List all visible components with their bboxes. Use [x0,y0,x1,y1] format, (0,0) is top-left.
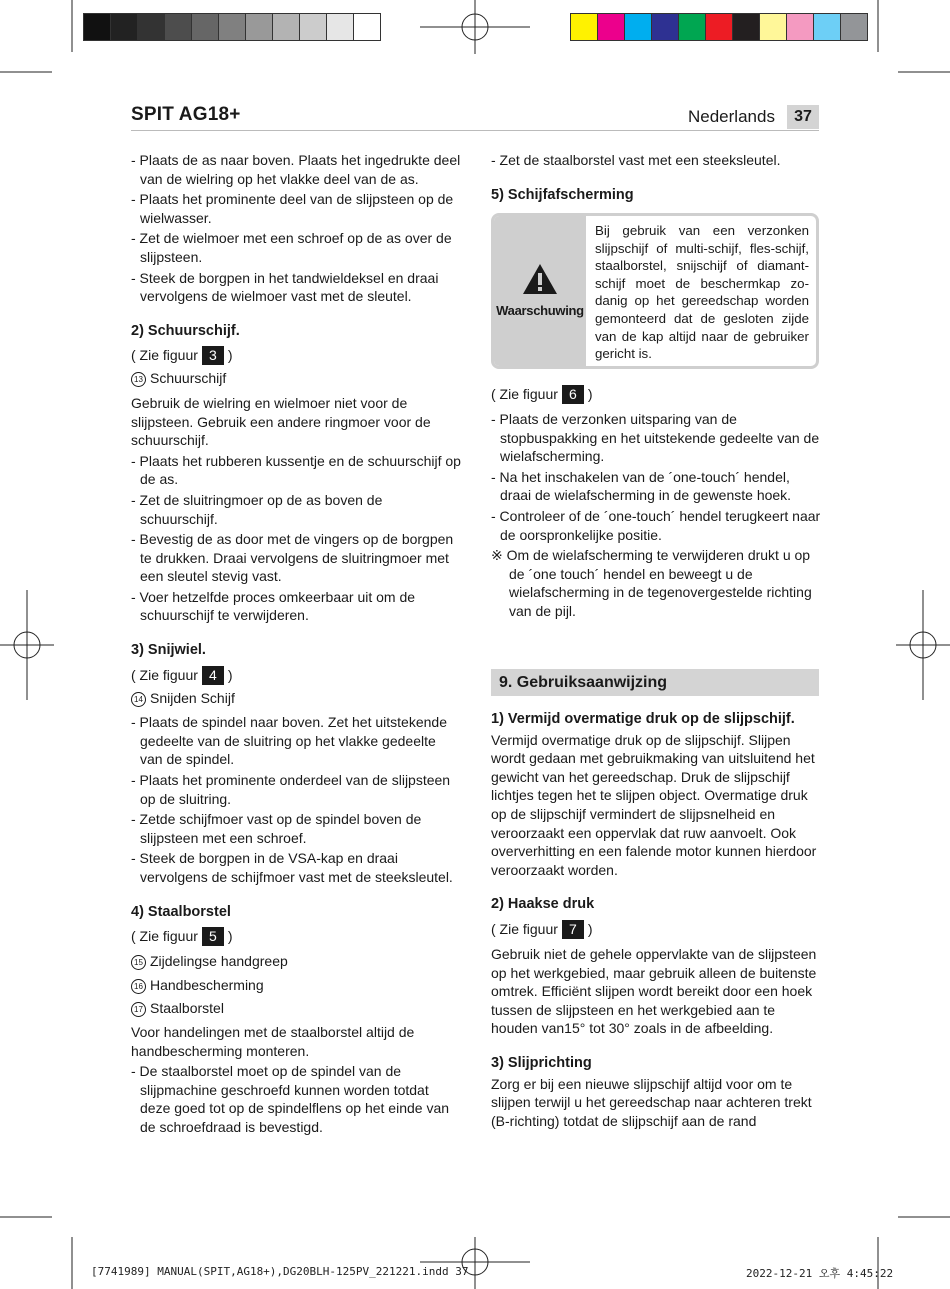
gray-swatch [299,13,327,41]
list-item: - Voer hetzelfde proces omkeerbaar uit om de schuurschijf te verwijderen. [131,588,416,624]
color-swatch [570,13,598,41]
part-number: 15 [131,955,146,970]
paragraph: Zorg er bij een nieuwe slijpschijf altijd voor om te slijpen terwijl u het gereedschap naar achteren trekt (B-richting) totdat de slijpschijf aan de rand [491,1075,812,1129]
figure-ref-text: ( Zie figuur [131,347,198,364]
gray-swatch [326,13,354,41]
figure-ref-text: ( Zie figuur [491,386,558,402]
paragraph: Voor handelingen met de staalborstel altijd de handbescherming monteren. [131,1023,415,1059]
list-item: - Plaats het prominente deel van de slijpsteen op de wielwasser. [131,191,454,226]
figure-number: 4 [202,666,224,685]
warning-triangle-icon [522,263,558,295]
part-label: Staalborstel [150,1000,224,1017]
left-column [131,151,461,1137]
gray-swatch [272,13,300,41]
list-item: - Plaats de spindel naar boven. Zet het uitstekende gedeelte van de sluitring op het vlakke gedeelte van de spindel. [131,714,447,768]
figure-number: 6 [562,385,584,404]
figure-ref-close: ) [227,347,233,364]
part-label: Schuurschijf [150,370,227,387]
part-item [131,976,461,995]
paragraph: Vermijd overmatige druk op de slijpschijf. Slijpen wordt gedaan met gebruikmaking van uitsluitend het gewicht van het gereedschap. Druk de slijpschijf lichtjes tegen het te slijpen object. Overmatige druk op de slijpschijf vermindert de slijpsnelheid en veroorzaakt een oppervlak dat ruw aanvoelt. Ook oververhitting en een falende motor kunnen hierdoor veroorzaakt worden. [491,731,817,878]
warning-sidebar [494,216,586,366]
page-title: SPIT AG18+ [131,104,241,125]
section-heading: 3) Snijwiel. [131,642,206,659]
list-item: - De staalborstel moet op de spindel van de slijpmachine geschroefd kunnen worden totdat deze goed tot op de spindelflens op het einde van de schroefdraad is bevestigd. [131,1063,450,1135]
color-swatch [597,13,625,41]
right-column-bottom [491,710,821,1130]
list-item: - Plaats het rubberen kussentje en de schuurschijf op de as. [131,452,461,488]
figure-number: 3 [202,346,224,365]
paragraph: Gebruik niet de gehele oppervlakte van de slijpsteen op het werkgebied, maar gebruik alleen de buitenste omtrek. Efficiënt slijpen wordt bereikt door een hoek tussen de slijpsteen en het werkgebied aan te houden van15° tot 30° zoals in de afbeelding. [491,945,817,1037]
list-item: - Steek de borgpen in het tandwieldeksel en draai vervolgens de wielmoer vast met de sleutel. [131,269,439,305]
part-item [131,999,461,1018]
part-number: 17 [131,1002,146,1017]
list-item: - Zetde schijfmoer vast op de spindel boven de slijpsteen met een schroef. [131,811,422,846]
language-label: Nederlands [688,107,775,126]
section-heading: 1) Vermijd overmatige druk op de slijpschijf. [491,711,795,727]
color-swatch [786,13,814,41]
part-item [131,369,461,388]
list-item: - Plaats de verzonken uitsparing van de stopbuspakking en het uitstekende gedeelte van de wielafscherming. [491,411,820,465]
section-heading: 2) Schuurschijf. [131,322,240,339]
gray-swatch [191,13,219,41]
figure-number: 7 [562,920,584,939]
color-swatch [705,13,733,41]
list-item: - Steek de borgpen in de VSA-kap en draai vervolgens de schijfmoer vast met de steeksleutel. [131,850,453,885]
color-swatch [624,13,652,41]
color-swatch [840,13,868,41]
gray-swatch [83,13,111,41]
list-item: - Controleer of de ´one-touch´ hendel terugkeert naar de oorspronkelijke positie. [491,507,821,543]
list-item: - Plaats het prominente onderdeel van de slijpsteen op de sluitring. [131,772,451,807]
list-item: - Zet de wielmoer met een schroef op de as over de slijpsteen. [131,230,452,265]
list-item: - Bevestig de as door met de vingers op de borgpen te drukken. Draai vervolgens de sluitringmoer met een sleutel stevig vast. [131,531,454,585]
list-item: - Na het inschakelen van de ´one-touch´ hendel, draai de wielafscherming in de gewenste hoek. [491,468,792,504]
list-item: - Zet de staalborstel vast met een steeksleutel. [491,152,781,168]
list-item: - Zet de sluitringmoer op de as boven de schuurschijf. [131,491,383,527]
color-swatch [651,13,679,41]
figure-reference [131,666,461,685]
section-heading: 3) Slijprichting [491,1054,592,1071]
gray-swatch [137,13,165,41]
part-number: 14 [131,692,146,707]
section-title-bar: 9. Gebruiksaanwijzing [491,669,819,696]
gray-swatch [353,13,381,41]
figure-ref-text: ( Zie figuur [131,928,198,945]
footer-datetime: 2022-12-21 오후 4:45:22 [746,1267,894,1280]
figure-reference [131,927,461,946]
figure-ref-close: ) [587,920,593,937]
warning-box [491,213,819,369]
figure-reference [491,920,821,939]
section-heading: 2) Haakse druk [491,896,595,913]
figure-ref-close: ) [587,386,593,402]
figure-ref-close: ) [227,928,233,945]
color-swatch [678,13,706,41]
part-number: 16 [131,979,146,994]
section-heading: 4) Staalborstel [131,903,231,920]
right-column-top [491,151,819,204]
part-label: Handbescherming [150,976,264,993]
paragraph: Gebruik de wielring en wielmoer niet voor de slijpsteen. Gebruik een andere ringmoer voor de schuurschijf. [131,394,431,449]
warning-text: Bij gebruik van een verzonken slijpschijf of multi-schijf, fles-schijf, staalborstel, snijschijf of diamant-schijf moet de beschermkap zo-danig op het gereedschap worden gemonteerd dat de gesloten zijde van de kap altijd naar de gebruiker gericht is. [595,223,809,362]
part-item [131,689,461,708]
part-item [131,952,461,971]
header-divider [131,130,819,131]
figure-reference [491,385,821,404]
figure-number: 5 [202,927,224,946]
color-swatch [813,13,841,41]
note: ※ Om de wielafscherming te verwijderen drukt u op de ´one touch´ hendel en beweegt u de wielafscherming in de tegenovergestelde richting van de pijl. [491,547,812,619]
list-item: - Plaats de as naar boven. Plaats het ingedrukte deel van de wielring op het vlakke deel van de as. [131,152,461,187]
figure-ref-text: ( Zie figuur [491,920,558,937]
footer-file-info: [7741989] MANUAL(SPIT,AG18+),DG20BLH-125PV_221221.indd 37 [91,1265,469,1278]
part-label: Snijden Schijf [150,689,235,706]
figure-ref-text: ( Zie figuur [131,666,198,683]
gray-swatch [245,13,273,41]
page-number: 37 [787,105,819,129]
gray-swatch [110,13,138,41]
part-label: Zijdelingse handgreep [150,953,288,970]
section-heading: 5) Schijfafscherming [491,186,634,203]
part-number: 13 [131,372,146,387]
color-swatch [732,13,760,41]
warning-label: Waarschuwing [496,303,584,318]
color-swatch [759,13,787,41]
figure-reference [131,346,461,365]
gray-swatch [218,13,246,41]
figure-ref-close: ) [227,666,233,683]
right-column-middle [491,385,821,621]
gray-swatch [164,13,192,41]
